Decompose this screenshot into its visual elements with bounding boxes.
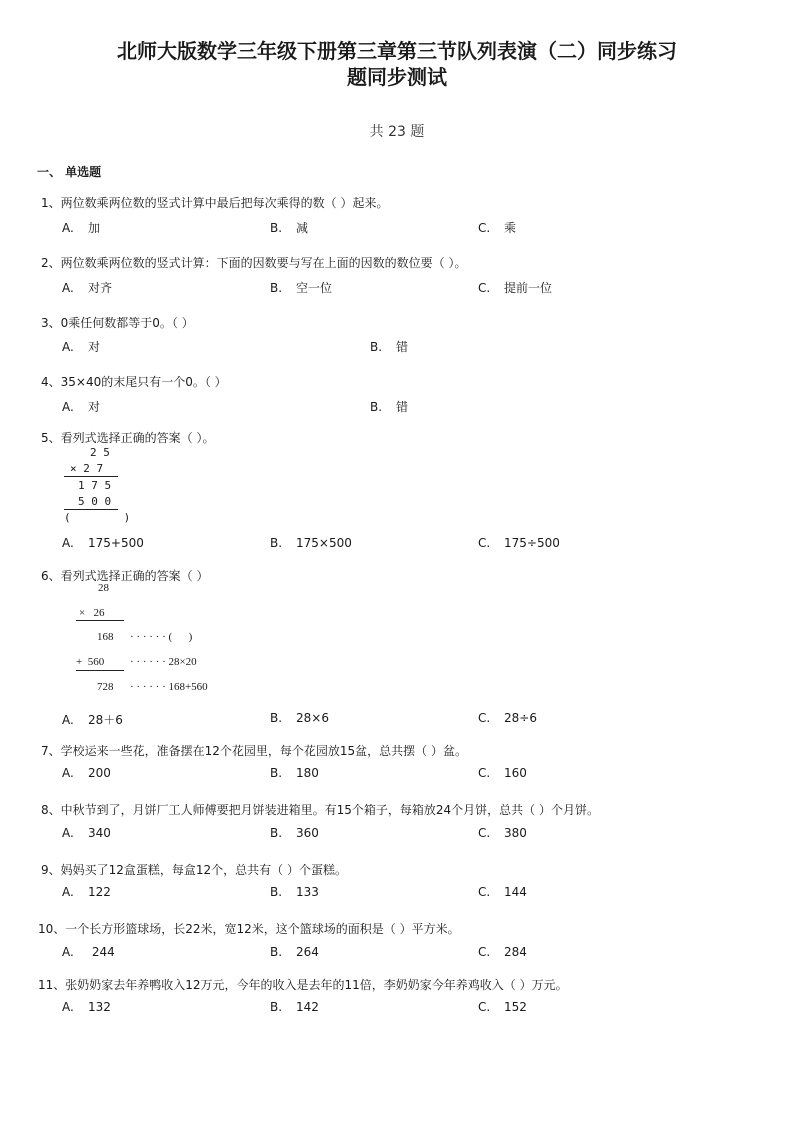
option-text: 175÷500 (504, 536, 560, 550)
option-label: C. (478, 945, 491, 959)
calc-line: 168 (97, 631, 114, 643)
question-stem: 2、两位数乘两位数的竖式计算：下面的因数要与写在上面的因数的数位要（ ）。 (41, 256, 467, 270)
option-text: 142 (296, 1000, 319, 1014)
question-stem: 7、学校运来一些花，准备摆在12个花园里，每个花园放15盆，总共摆（ ）盆。 (41, 744, 467, 758)
option-label: A. (62, 945, 74, 959)
option-text: 错 (396, 340, 409, 354)
page-title-line-2: 题同步测试 (347, 65, 447, 89)
option-c[interactable] (478, 885, 527, 899)
option-label: C. (478, 1000, 491, 1014)
option-label: A. (62, 221, 74, 235)
option-text: 200 (88, 766, 111, 780)
option-c[interactable] (478, 1000, 527, 1014)
option-label: A. (62, 826, 74, 840)
option-text: 132 (88, 1000, 111, 1014)
option-label: B. (370, 400, 383, 414)
option-text: 28×6 (296, 711, 329, 725)
option-label: A. (62, 536, 74, 550)
option-label: C. (478, 281, 491, 295)
option-text: 错 (396, 400, 409, 414)
option-label: B. (270, 766, 283, 780)
calc-line: ( ) (64, 511, 131, 524)
calc-note: · · · · · · 168+560 (130, 681, 208, 693)
option-label: B. (270, 281, 283, 295)
option-label: A. (62, 400, 74, 414)
calc-line: 2 5 (90, 446, 110, 459)
question-stem: 11、张奶奶家去年养鸭收入12万元，今年的收入是去年的11倍，李奶奶家今年养鸡收入（ ）万元。 (38, 978, 568, 992)
calc-line: 1 7 5 (78, 479, 112, 492)
option-text: 152 (504, 1000, 527, 1014)
question-stem: 8、中秋节到了，月饼厂工人师傅要把月饼装进箱里。有15个箱子，每箱放24个月饼，总共（ ）个月饼。 (41, 803, 599, 817)
option-b[interactable] (270, 219, 308, 236)
option-b[interactable] (270, 536, 352, 550)
option-c[interactable] (478, 826, 527, 840)
option-text: 133 (296, 885, 319, 899)
calc-line: 728 (97, 681, 114, 693)
option-label: A. (62, 885, 74, 899)
question-stem: 1、两位数乘两位数的竖式计算中最后把每次乘得的数（ ）起来。 (41, 196, 389, 210)
option-label: A. (62, 340, 74, 354)
option-text: 28÷6 (504, 711, 537, 725)
calc-line: 5 0 0 (78, 495, 112, 508)
option-text: 180 (296, 766, 319, 780)
question-stem: 6、看列式选择正确的答案（ ） (41, 569, 209, 583)
option-a[interactable] (62, 766, 111, 780)
option-a[interactable] (62, 398, 100, 415)
question-stem: 4、35×40的末尾只有一个0。（ ） (41, 375, 227, 389)
calc-note: · · · · · · ( ) (130, 631, 193, 643)
option-a[interactable] (62, 885, 111, 899)
calc-line: × 2 7 (70, 462, 104, 475)
page-title-line-1: 北师大版数学三年级下册第三章第三节队列表演（二）同步练习 (117, 39, 677, 63)
option-b[interactable] (270, 945, 319, 959)
question-count: 共 23 题 (369, 124, 425, 140)
option-text: 对 (88, 340, 101, 354)
option-a[interactable] (62, 945, 115, 959)
option-b[interactable] (370, 338, 408, 355)
option-a[interactable] (62, 279, 112, 296)
calc-rule (76, 620, 124, 621)
option-label: C. (478, 766, 491, 780)
option-text: 对 (88, 400, 101, 414)
question-stem: 5、看列式选择正确的答案（ ）。 (41, 431, 215, 445)
option-b[interactable] (270, 1000, 319, 1014)
option-text: 减 (296, 221, 309, 235)
question-stem: 10、一个长方形篮球场，长22米，宽12米，这个篮球场的面积是（ ）平方米。 (38, 922, 460, 936)
option-c[interactable] (478, 766, 527, 780)
option-text: 360 (296, 826, 319, 840)
option-c[interactable] (478, 711, 537, 725)
option-label: B. (270, 826, 283, 840)
option-label: B. (270, 1000, 283, 1014)
option-label: B. (270, 885, 283, 899)
option-label: A. (62, 281, 74, 295)
question-stem: 9、妈妈买了12盒蛋糕，每盒12个，总共有（ ）个蛋糕。 (41, 863, 347, 877)
option-text: 175+500 (88, 536, 144, 550)
option-label: C. (478, 536, 491, 550)
option-b[interactable] (270, 711, 329, 725)
option-label: C. (478, 826, 491, 840)
option-a[interactable] (62, 219, 100, 236)
option-a[interactable] (62, 1000, 111, 1014)
calc-line: × 26 (79, 607, 105, 619)
option-a[interactable] (62, 536, 144, 550)
calc-rule (64, 476, 118, 477)
option-label: A. (62, 1000, 74, 1014)
option-b[interactable] (270, 885, 319, 899)
option-text: 380 (504, 826, 527, 840)
calc-note: · · · · · · 28×20 (130, 656, 197, 668)
option-b[interactable] (270, 826, 319, 840)
section-heading: 一、 单选题 (37, 165, 102, 179)
option-text: 244 (88, 945, 115, 959)
option-b[interactable] (370, 398, 408, 415)
option-c[interactable] (478, 536, 560, 550)
option-text: 340 (88, 826, 111, 840)
option-text: 284 (504, 945, 527, 959)
option-label: C. (478, 711, 491, 725)
option-a[interactable] (62, 711, 123, 728)
option-text: 144 (504, 885, 527, 899)
option-label: C. (478, 885, 491, 899)
option-label: B. (270, 711, 283, 725)
option-a[interactable] (62, 338, 100, 355)
option-text: 提前一位 (504, 281, 553, 295)
option-text: 加 (88, 221, 101, 235)
option-label: A. (62, 766, 74, 780)
question-stem: 3、0乘任何数都等于0。（ ） (41, 316, 194, 330)
option-c[interactable] (478, 219, 516, 236)
option-label: A. (62, 713, 74, 727)
option-label: B. (270, 945, 283, 959)
option-text: 122 (88, 885, 111, 899)
option-text: 160 (504, 766, 527, 780)
option-a[interactable] (62, 826, 111, 840)
option-label: B. (270, 536, 283, 550)
option-label: B. (270, 221, 283, 235)
calc-rule (64, 509, 118, 510)
option-text: 空一位 (296, 281, 333, 295)
option-c[interactable] (478, 279, 552, 296)
option-b[interactable] (270, 279, 332, 296)
calc-rule (76, 670, 124, 671)
option-text: 乘 (504, 221, 517, 235)
option-text: 对齐 (88, 281, 113, 295)
calc-line: 28 (98, 582, 109, 594)
option-label: B. (370, 340, 383, 354)
option-text: 264 (296, 945, 319, 959)
option-c[interactable] (478, 945, 527, 959)
option-b[interactable] (270, 766, 319, 780)
option-text: 175×500 (296, 536, 352, 550)
option-text: 28＋6 (88, 713, 123, 727)
calc-line: + 560 (76, 656, 105, 668)
option-label: C. (478, 221, 491, 235)
